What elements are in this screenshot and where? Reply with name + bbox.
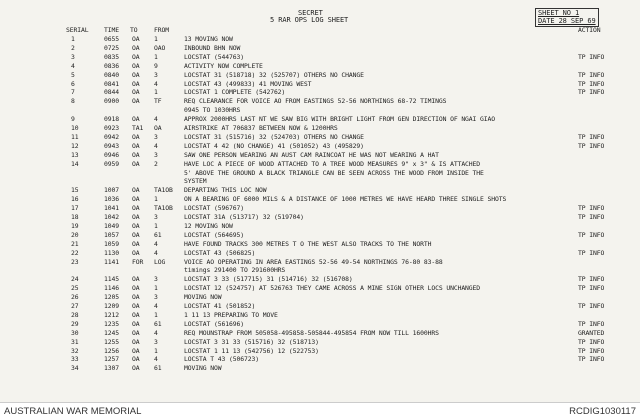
log-from-cell: TA1OB — [154, 204, 173, 213]
log-from-cell: 4 — [154, 248, 158, 257]
log-text-cell: 1 11 13 PREPARING TO MOVE — [184, 310, 278, 319]
log-time-cell: 1141 — [104, 257, 119, 266]
log-time-cell: 1307 — [104, 364, 119, 373]
log-from-cell: 61 — [154, 230, 162, 239]
log-to-cell: OA — [132, 70, 140, 79]
log-time-cell: 0725 — [104, 43, 119, 52]
log-from-cell: 9 — [154, 61, 158, 70]
log-to-cell: FOR — [132, 257, 144, 266]
log-action-cell: TP INFO — [578, 284, 605, 293]
log-to-cell: OA — [132, 79, 140, 88]
log-to-cell: OA — [132, 248, 140, 257]
log-to-cell: OA — [132, 115, 140, 124]
log-serial-cell: 5 — [71, 70, 75, 79]
log-text-cell: 12 MOVING NOW — [184, 221, 233, 230]
log-text-cell: ACTIVITY NOW COMPLETE — [184, 61, 263, 70]
log-time-cell: 1255 — [104, 337, 119, 346]
log-action-cell: TP INFO — [578, 88, 605, 97]
log-text-cell: LOCSTAT 4 42 (NO CHANGE) 41 (501052) 43 (495829) — [184, 141, 364, 150]
log-text-cell: HAVE LOC A PIECE OF WOOD ATTACHED TO A TREE WOOD MEASURES 9" x 3" & IS ATTACHED — [184, 159, 481, 168]
log-action-cell: TP INFO — [578, 275, 605, 284]
log-serial-cell: 17 — [71, 204, 79, 213]
log-text-cell: LOCSTAT 3 31 33 (515716) 32 (518713) — [184, 337, 319, 346]
log-text-cell: LOCSTAT 31 (515716) 32 (524703) OTHERS NO CHANGE — [184, 132, 364, 141]
log-action-cell: TP INFO — [578, 346, 605, 355]
log-action-cell: TP INFO — [578, 319, 605, 328]
log-text-cell: LOCSTAT 12 (524757) AT 526763 THEY CAME ACROSS A MINE SIGN OTHER LOCS UNCHANGED — [184, 284, 481, 293]
archive-reference: RCDIG1030117 — [569, 406, 636, 417]
sheet-date: DATE 28 SEP 69 — [538, 17, 596, 25]
log-to-cell: OA — [132, 43, 140, 52]
log-to-cell: OA — [132, 221, 140, 230]
log-to-cell: OA — [132, 35, 140, 43]
log-from-cell: OA — [154, 124, 162, 132]
log-text-cell: LOCSTAT 31A (513717) 32 (519704) — [184, 213, 304, 221]
log-serial-cell: 15 — [71, 186, 79, 195]
log-time-cell: 1036 — [104, 195, 119, 204]
log-from-cell: 4 — [154, 328, 158, 337]
log-text-cell: LOCSTAT 1 COMPLETE (542762) — [184, 88, 286, 97]
log-serial-cell: 32 — [71, 346, 79, 355]
log-time-cell: 1042 — [104, 213, 119, 221]
log-text-cell: LOCSTAT 43 (499833) 41 MOVING WEST — [184, 79, 312, 88]
log-action-cell: TP INFO — [578, 337, 605, 346]
log-text-cell: LOCSTAT 31 (518718) 32 (525707) OTHERS NO CHANGE — [184, 70, 364, 79]
log-text-cell: LOCSTAT 1 11 13 (542756) 12 (522753) — [184, 346, 319, 355]
log-time-cell: 1257 — [104, 355, 119, 364]
log-time-cell: 1057 — [104, 230, 119, 239]
log-from-cell: 3 — [154, 70, 158, 79]
log-from-cell: 1 — [154, 221, 158, 230]
log-from-cell: 4 — [154, 115, 158, 124]
log-from-cell: 3 — [154, 275, 158, 284]
log-time-cell: 0918 — [104, 115, 119, 124]
log-to-cell: OA — [132, 355, 140, 364]
log-to-cell: OA — [132, 52, 140, 61]
log-text-cell: LOCSTAT 43 (506825) — [184, 248, 256, 257]
log-from-cell: 1 — [154, 52, 158, 61]
log-to-cell: OA — [132, 97, 140, 106]
log-from-cell: 3 — [154, 132, 158, 141]
log-time-cell: 0943 — [104, 141, 119, 150]
log-text-cell: REQ CLEARANCE FOR VOICE AO FROM EASTINGS 52-56 NORTHINGS 68-72 TIMINGS — [184, 97, 447, 106]
log-to-cell: OA — [132, 204, 140, 213]
log-text-cell: AIRSTRIKE AT 706837 BETWEEN NOW & 1200HRS — [184, 124, 338, 132]
log-action-cell: TP INFO — [578, 355, 605, 364]
archive-footer — [0, 402, 640, 419]
log-from-cell: 3 — [154, 337, 158, 346]
log-to-cell: OA — [132, 195, 140, 204]
log-action-cell: TP INFO — [578, 79, 605, 88]
log-to-cell: OA — [132, 364, 140, 373]
log-from-cell: 3 — [154, 150, 158, 159]
log-text-cell: MOVING NOW — [184, 293, 222, 302]
log-action-cell: TP INFO — [578, 52, 605, 61]
log-time-cell: 0946 — [104, 150, 119, 159]
sheet-number: SHEET NO 1 — [538, 9, 580, 17]
log-from-cell: 3 — [154, 293, 158, 302]
log-time-cell: 1205 — [104, 293, 119, 302]
log-to-cell: OA — [132, 310, 140, 319]
log-text-cell: LOCSTAT 3 33 (517715) 31 (514716) 32 (516708) — [184, 275, 353, 284]
log-serial-cell: 29 — [71, 319, 79, 328]
log-time-cell: 1235 — [104, 319, 119, 328]
log-serial-cell: 1 — [71, 35, 75, 43]
log-from-cell: 4 — [154, 302, 158, 310]
log-serial-cell: 31 — [71, 337, 79, 346]
log-serial-cell: 25 — [71, 284, 79, 293]
log-action-cell: GRANTED — [578, 328, 605, 337]
log-to-cell: OA — [132, 61, 140, 70]
log-to-cell: OA — [132, 88, 140, 97]
log-serial-cell: 12 — [71, 141, 79, 150]
log-text-cell: INBOUND BHN NOW — [184, 43, 241, 52]
log-time-cell: 1145 — [104, 275, 119, 284]
log-from-cell: 1 — [154, 35, 158, 43]
log-serial-cell: 13 — [71, 150, 79, 159]
log-to-cell: OA — [132, 230, 140, 239]
log-to-cell: OA — [132, 293, 140, 302]
log-time-cell: 1007 — [104, 186, 119, 195]
col-header-serial: SERIAL — [66, 26, 89, 34]
log-action-cell: TP INFO — [578, 204, 605, 213]
log-to-cell: OA — [132, 186, 140, 195]
log-serial-cell: 18 — [71, 213, 79, 221]
log-to-cell: OA — [132, 319, 140, 328]
log-from-cell: TF — [154, 97, 162, 106]
log-text-cell: LOCSTAT (561696) — [184, 319, 244, 328]
log-serial-cell: 16 — [71, 195, 79, 204]
log-text-cell: 13 MOVING NOW — [184, 35, 233, 43]
log-text-cell: LOCSTAT 41 (501852) — [184, 302, 256, 310]
log-text-cell: MOVING NOW — [184, 364, 222, 373]
log-serial-cell: 28 — [71, 310, 79, 319]
log-text-cell: VOICE AO OPERATING IN AREA EASTINGS 52-56 49-54 NORTHINGS 76-80 83-88 — [184, 257, 443, 266]
log-from-cell: 4 — [154, 355, 158, 364]
log-time-cell: 0959 — [104, 159, 119, 168]
log-time-cell: 0900 — [104, 97, 119, 106]
log-to-cell: OA — [132, 150, 140, 159]
log-from-cell: 2 — [154, 159, 158, 168]
log-time-cell: 0844 — [104, 88, 119, 97]
log-serial-cell: 14 — [71, 159, 79, 168]
log-action-cell: TP INFO — [578, 70, 605, 79]
log-time-cell: 0836 — [104, 61, 119, 70]
log-serial-cell: 33 — [71, 355, 79, 364]
log-serial-cell: 9 — [71, 115, 75, 124]
log-to-cell: OA — [132, 239, 140, 248]
log-serial-cell: 26 — [71, 293, 79, 302]
log-serial-cell: 24 — [71, 275, 79, 284]
log-time-cell: 1209 — [104, 302, 119, 310]
log-text-cell: timings 291400 TO 291600HRS — [184, 266, 286, 275]
log-time-cell: 0840 — [104, 70, 119, 79]
log-from-cell: LOG — [154, 257, 166, 266]
log-text-cell: LOCSTAT (544763) — [184, 52, 244, 61]
log-from-cell: 61 — [154, 319, 162, 328]
log-from-cell: TA1OB — [154, 186, 173, 195]
log-to-cell: OA — [132, 302, 140, 310]
log-action-cell: TP INFO — [578, 132, 605, 141]
log-action-cell: TP INFO — [578, 230, 605, 239]
log-time-cell: 0942 — [104, 132, 119, 141]
log-text-cell: HAVE FOUND TRACKS 300 METRES T O THE WEST ALSO TRACKS TO THE NORTH — [184, 239, 432, 248]
log-time-cell: 1256 — [104, 346, 119, 355]
log-serial-cell: 4 — [71, 61, 75, 70]
log-to-cell: OA — [132, 328, 140, 337]
log-serial-cell: 27 — [71, 302, 79, 310]
log-from-cell: 4 — [154, 239, 158, 248]
log-from-cell: 3 — [154, 213, 158, 221]
log-serial-cell: 2 — [71, 43, 75, 52]
log-time-cell: 0835 — [104, 52, 119, 61]
log-time-cell: 1059 — [104, 239, 119, 248]
log-to-cell: OA — [132, 132, 140, 141]
log-text-cell: SAW ONE PERSON WEARING AN AUST CAM RAINCOAT HE WAS NOT WEARING A HAT — [184, 150, 439, 159]
log-text-cell: LOCSTAT (596767) — [184, 204, 244, 213]
log-text-cell: REQ MOUNSTRAP FROM 505058-495858-505844-495854 FROM NOW TILL 1600HRS — [184, 328, 439, 337]
log-serial-cell: 6 — [71, 79, 75, 88]
log-serial-cell: 3 — [71, 52, 75, 61]
log-from-cell: 4 — [154, 141, 158, 150]
log-to-cell: OA — [132, 275, 140, 284]
archive-name: AUSTRALIAN WAR MEMORIAL — [4, 406, 142, 417]
log-to-cell: OA — [132, 284, 140, 293]
log-from-cell: 1 — [154, 310, 158, 319]
log-text-cell: ON A BEARING OF 6000 MILS & A DISTANCE OF 1000 METRES WE HAVE HEARD THREE SINGLE SHOTS — [184, 195, 507, 204]
col-header-time: TIME — [104, 26, 119, 34]
log-to-cell: OA — [132, 346, 140, 355]
log-from-cell: 61 — [154, 364, 162, 373]
log-serial-cell: 21 — [71, 239, 79, 248]
log-text-cell: LOCSTAT (564695) — [184, 230, 244, 239]
log-to-cell: OA — [132, 159, 140, 168]
log-time-cell: 0923 — [104, 124, 119, 132]
log-time-cell: 0655 — [104, 35, 119, 43]
log-serial-cell: 19 — [71, 221, 79, 230]
log-from-cell: 1 — [154, 88, 158, 97]
log-from-cell: 1 — [154, 346, 158, 355]
classification: SECRET — [298, 9, 323, 17]
log-from-cell: 1 — [154, 195, 158, 204]
col-header-action: ACTION — [578, 26, 601, 34]
log-time-cell: 1041 — [104, 204, 119, 213]
log-text-cell: 0945 TO 1030HRS — [184, 106, 241, 115]
log-serial-cell: 20 — [71, 230, 79, 239]
sheet-title: 5 RAR OPS LOG SHEET — [270, 16, 349, 24]
log-text-cell: APPROX 2000HRS LAST NT WE SAW BIG WITH BRIGHT LIGHT FROM GEN DIRECTION OF NGAI GIAO — [184, 115, 496, 124]
log-to-cell: OA — [132, 337, 140, 346]
log-action-cell: TP INFO — [578, 302, 605, 310]
log-action-cell: TP INFO — [578, 141, 605, 150]
log-serial-cell: 34 — [71, 364, 79, 373]
log-action-cell: TP INFO — [578, 213, 605, 221]
log-action-cell: TP INFO — [578, 248, 605, 257]
log-text-cell: LOCSTA T 43 (506723) — [184, 355, 259, 364]
log-serial-cell: 30 — [71, 328, 79, 337]
log-time-cell: 1212 — [104, 310, 119, 319]
log-from-cell: 1 — [154, 284, 158, 293]
log-to-cell: OA — [132, 213, 140, 221]
log-text-cell: DEPARTING THIS LOC NOW — [184, 186, 267, 195]
log-serial-cell: 10 — [71, 124, 79, 132]
log-from-cell: 4 — [154, 79, 158, 88]
log-to-cell: OA — [132, 141, 140, 150]
log-serial-cell: 8 — [71, 97, 75, 106]
log-time-cell: 0841 — [104, 79, 119, 88]
log-time-cell: 1245 — [104, 328, 119, 337]
log-time-cell: 1130 — [104, 248, 119, 257]
col-header-from: FROM — [154, 26, 169, 34]
log-from-cell: OAO — [154, 43, 166, 52]
col-header-to: TO — [130, 26, 138, 34]
log-serial-cell: 22 — [71, 248, 79, 257]
log-to-cell: TA1 — [132, 124, 144, 132]
log-text-cell: 5' ABOVE THE GROUND A BLACK TRIANGLE CAN BE SEEN ACROSS THE WOOD FROM INSIDE THE — [184, 168, 484, 177]
log-time-cell: 1146 — [104, 284, 119, 293]
log-serial-cell: 23 — [71, 257, 79, 266]
log-text-cell: SYSTEM — [184, 177, 207, 186]
log-time-cell: 1049 — [104, 221, 119, 230]
log-serial-cell: 7 — [71, 88, 75, 97]
log-serial-cell: 11 — [71, 132, 79, 141]
